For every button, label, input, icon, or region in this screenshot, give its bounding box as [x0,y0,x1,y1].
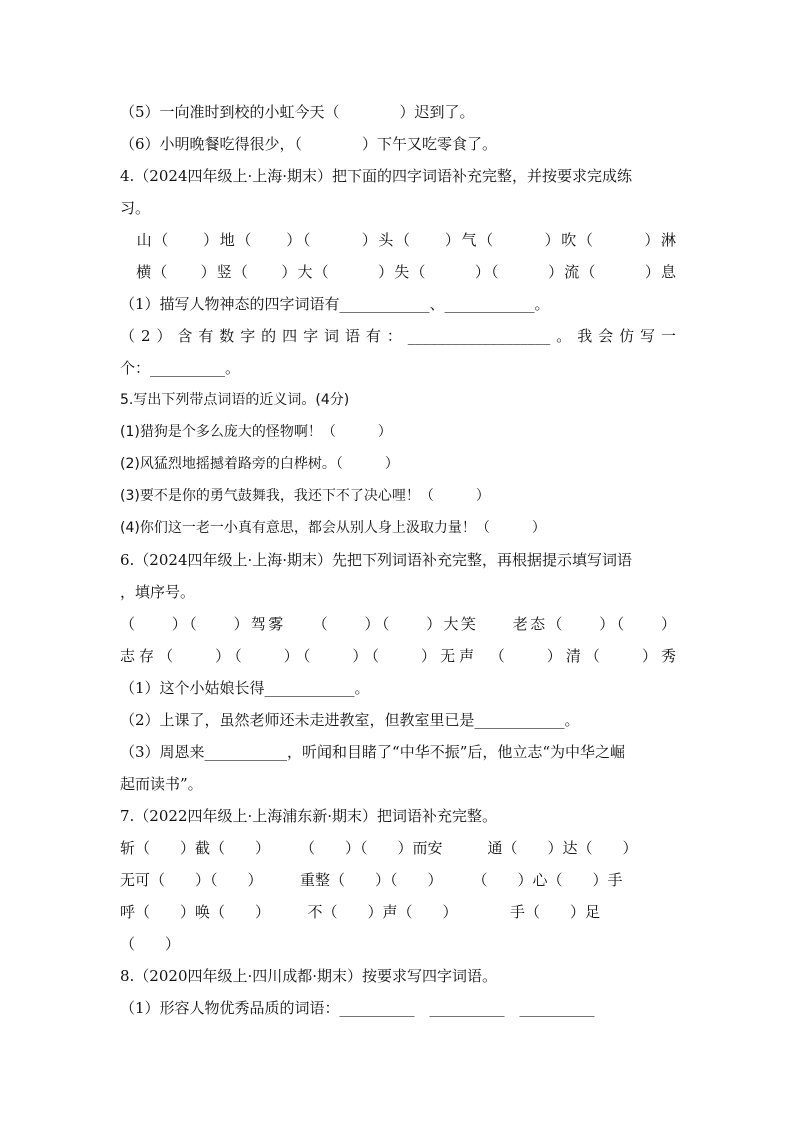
q8-heading: 8.（2020四年级上·四川成都·期末）按要求写四字词语。 [120,967,498,985]
q5-item-3: (3)要不是你的勇气鼓舞我，我还下不了决心哩！（ ） [120,488,490,504]
q4-task-1: （1）描写人物神态的四字词语有____________、____________。 [120,295,550,313]
q6-task-3: （3）周恩来___________，听闻和目睹了“中华不振”后，他立志“为中华之崛 [120,743,626,761]
q7-heading: 7.（2022四年级上·上海浦东新·期末）把词语补充完整。 [120,807,498,825]
q6-heading: 6.（2024四年级上·上海·期末）先把下列词语补充完整，再根据提示填写词语 [120,551,633,569]
q4-task-2-cont: 个：__________。 [120,359,241,377]
q7-row-3: 呼（ ）唤（ ） 不（ ）声（ ） 手（ ）足 [120,903,601,921]
q3-item-6: （6）小明晚餐吃得很少，（ ）下午又吃零食了。 [120,135,498,153]
q7-row-2: 无可（ ）（ ） 重整（ ）（ ） （ ）心（ ）手 [120,871,623,889]
q4-task-2: （2）含有数字的四字词语有：___________________。我会仿写一 [120,327,676,345]
q6-idioms-row-1: （ ）（ ）驾雾 （ ）（ ）大笑 老态（ ）（ ） [120,615,676,633]
q3-item-5: （5）一向准时到校的小虹今天（ ）迟到了。 [120,103,475,121]
q7-row-3-cont: （ ） [120,935,181,953]
q6-heading-cont: ，填序号。 [120,583,196,601]
q6-idioms-row-2: 志存（ ）（ ）（ ）（ ）无声 （ ）清（ ）秀 [120,647,676,665]
q4-idioms-row-2: 横（ ）竖（ ）大（ ）失（ ）（ ）流（ ）息 [120,263,676,281]
q7-row-1: 斩（ ）截（ ） （ ）（ ）而安 通（ ）达（ ） [120,839,638,857]
q4-heading: 4.（2024四年级上·上海·期末）把下面的四字词语补充完整，并按要求完成练 [120,167,633,185]
q8-task-1: （1）形容人物优秀品质的词语：__________ __________ __________ [120,999,595,1017]
q6-task-1: （1）这个小姑娘长得____________。 [120,679,370,697]
q5-item-2: (2)风猛烈地摇撼着路旁的白桦树。（ ） [120,456,399,472]
q6-task-2: （2）上课了，虽然老师还未走进教室，但教室里已是____________。 [120,711,580,729]
q4-idioms-row-1: 山（ ）地（ ）（ ）头（ ）气（ ）吹（ ）淋 [120,231,676,249]
q5-heading: 5.写出下列带点词语的近义词。(4分) [120,392,350,408]
q4-heading-cont: 习。 [120,199,151,217]
q6-task-3-cont: 起而读书”。 [120,775,203,793]
q5-item-4: (4)你们这一老一小真有意思，都会从别人身上汲取力量！（ ） [120,520,546,536]
q5-item-1: (1)猎狗是个多么庞大的怪物啊！（ ） [120,424,392,440]
